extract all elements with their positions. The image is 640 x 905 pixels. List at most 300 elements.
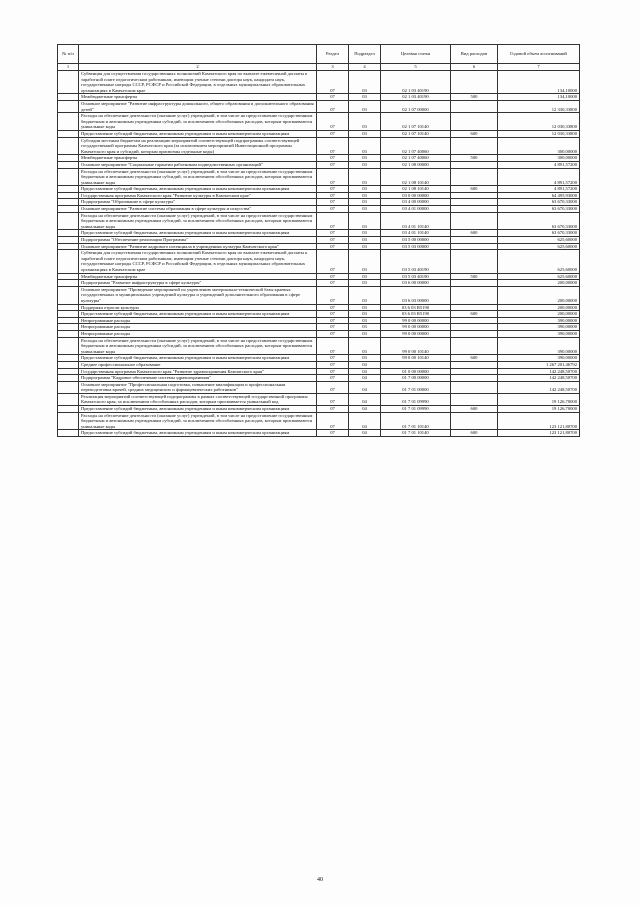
item-name-cell: Предоставление субсидий бюджетным, автономным учреждениям и иным некоммерческим организациям bbox=[79, 130, 317, 137]
podrazdel-cell: 03 bbox=[349, 355, 381, 362]
row-number-cell bbox=[58, 94, 79, 101]
row-number-cell bbox=[58, 430, 79, 437]
row-number-cell bbox=[58, 71, 79, 94]
item-name-cell: Расходы на обеспечение деятельности (оказание услуг) учреждений, в том числе на предоставление государственным бюджетным и автономным учреждениям субсидий, за исключением обособленных расходов, которым присваиваются уникальные коды bbox=[79, 412, 317, 430]
podrazdel-cell: 03 bbox=[349, 100, 381, 112]
target-article-cell: 01 7 00 00000 bbox=[381, 375, 451, 382]
razdel-cell: 07 bbox=[317, 206, 349, 213]
podrazdel-cell: 03 bbox=[349, 206, 381, 213]
expense-type-cell bbox=[451, 393, 498, 405]
razdel-cell: 07 bbox=[317, 381, 349, 393]
table-row bbox=[58, 412, 580, 430]
row-number-cell bbox=[58, 161, 79, 168]
target-article-cell: 03 4 01 10140 bbox=[381, 230, 451, 237]
row-number-cell bbox=[58, 361, 79, 368]
row-number-cell bbox=[58, 330, 79, 337]
item-name-cell: Непрограммные расходы bbox=[79, 324, 317, 331]
table-row bbox=[58, 192, 580, 199]
item-name-cell: Подпрограмма "Развитие инфраструктуры в сфере культуры" bbox=[79, 280, 317, 287]
item-name-cell: Субвенция для осуществления государственных полномочий Камчатского края по выплате ежемесячной доплаты к заработной плате педагогическим работникам, имеющим ученые степени доктора наук, кандидата наук, государственные награды СССР, РСФСР и Российской Федерации, в отдельных муниципальных образовательных организациях в Камчатском крае bbox=[79, 250, 317, 273]
row-number-cell bbox=[58, 337, 79, 355]
expense-type-cell bbox=[451, 412, 498, 430]
razdel-cell: 07 bbox=[317, 155, 349, 162]
podrazdel-cell: 03 bbox=[349, 186, 381, 193]
table-row bbox=[58, 94, 580, 101]
amount-cell: 142 248,50700 bbox=[498, 368, 580, 375]
header-razdel: Раздел bbox=[317, 45, 349, 64]
target-article-cell: 01 7 01 09990 bbox=[381, 406, 451, 413]
table-row bbox=[58, 155, 580, 162]
podrazdel-cell: 03 bbox=[349, 161, 381, 168]
table-body bbox=[58, 71, 580, 437]
table-row bbox=[58, 168, 580, 186]
podrazdel-cell: 03 bbox=[349, 212, 381, 230]
target-article-cell: 01 0 00 00000 bbox=[381, 368, 451, 375]
item-name-cell: Государственная программа Камчатского края "Развитие здравоохранения Камчатского края" bbox=[79, 368, 317, 375]
table-row bbox=[58, 273, 580, 280]
row-number-cell bbox=[58, 168, 79, 186]
table-row bbox=[58, 243, 580, 250]
item-name-cell: Межбюджетные трансферты bbox=[79, 155, 317, 162]
amount-cell: 390,00000 bbox=[498, 337, 580, 355]
amount-cell: 12 030,33800 bbox=[498, 113, 580, 131]
table-row bbox=[58, 237, 580, 244]
expense-type-cell bbox=[451, 304, 498, 311]
expense-type-cell bbox=[451, 361, 498, 368]
item-name-cell: Расходы на обеспечение деятельности (оказание услуг) учреждений, в том числе на предоставление государственным бюджетным и автономным учреждениям субсидий, за исключением обособленных расходов, которым присваиваются уникальные коды bbox=[79, 168, 317, 186]
table-row bbox=[58, 100, 580, 112]
podrazdel-cell: 03 bbox=[349, 304, 381, 311]
column-index: 3 bbox=[317, 64, 349, 71]
expense-type-cell bbox=[451, 330, 498, 337]
table-row bbox=[58, 304, 580, 311]
row-number-cell bbox=[58, 230, 79, 237]
podrazdel-cell: 04 bbox=[349, 361, 381, 368]
item-name-cell: Непрограммные расходы bbox=[79, 317, 317, 324]
header-target-article: Целевая статья bbox=[381, 45, 451, 64]
razdel-cell: 07 bbox=[317, 237, 349, 244]
target-article-cell: 03 4 01 00000 bbox=[381, 206, 451, 213]
row-number-cell bbox=[58, 113, 79, 131]
podrazdel-cell: 03 bbox=[349, 273, 381, 280]
podrazdel-cell: 03 bbox=[349, 317, 381, 324]
table-row bbox=[58, 337, 580, 355]
item-name-cell: Предоставление субсидий бюджетным, автономным учреждениям и иным некоммерческим организациям bbox=[79, 186, 317, 193]
header-row bbox=[58, 45, 580, 64]
table-row bbox=[58, 368, 580, 375]
item-name-cell: Предоставление субсидий бюджетным, автономным учреждениям и иным некоммерческим организациям bbox=[79, 311, 317, 318]
row-number-cell bbox=[58, 368, 79, 375]
razdel-cell: 07 bbox=[317, 430, 349, 437]
column-index: 7 bbox=[498, 64, 580, 71]
table-row bbox=[58, 199, 580, 206]
razdel-cell: 07 bbox=[317, 230, 349, 237]
row-number-cell bbox=[58, 311, 79, 318]
expense-type-cell bbox=[451, 337, 498, 355]
amount-cell: 12 330,33800 bbox=[498, 100, 580, 112]
item-name-cell: Субвенция для осуществления государственных полномочий Камчатского края по выплате ежемесячной доплаты к заработной плате педагогическим работникам, имеющим ученые степени доктора наук, кандидата наук, государственные награды СССР, РСФСР и Российской Федерации, в отдельных муниципальных образовательных организациях в Камчатском крае bbox=[79, 71, 317, 94]
expense-type-cell bbox=[451, 192, 498, 199]
amount-cell: 1 267 201,46792 bbox=[498, 361, 580, 368]
expense-type-cell bbox=[451, 324, 498, 331]
item-name-cell: Предоставление субсидий бюджетным, автономным учреждениям и иным некоммерческим организациям bbox=[79, 430, 317, 437]
target-article-cell: 01 7 01 10140 bbox=[381, 412, 451, 430]
expense-type-cell: 600 bbox=[451, 406, 498, 413]
target-article-cell: 99 0 00 10140 bbox=[381, 355, 451, 362]
podrazdel-cell: 03 bbox=[349, 280, 381, 287]
podrazdel-cell: 03 bbox=[349, 237, 381, 244]
column-index: 6 bbox=[451, 64, 498, 71]
table-row bbox=[58, 324, 580, 331]
razdel-cell: 07 bbox=[317, 280, 349, 287]
row-number-cell bbox=[58, 100, 79, 112]
expense-type-cell bbox=[451, 237, 498, 244]
budget-table bbox=[57, 44, 580, 437]
item-name-cell: Предоставление субсидий бюджетным, автономным учреждениям и иным некоммерческим организациям bbox=[79, 230, 317, 237]
expense-type-cell bbox=[451, 286, 498, 304]
razdel-cell: 07 bbox=[317, 375, 349, 382]
header-annual-amount: Годовой объем ассигнований bbox=[498, 45, 580, 64]
expense-type-cell bbox=[451, 250, 498, 273]
expense-type-cell bbox=[451, 280, 498, 287]
table-row bbox=[58, 361, 580, 368]
row-number-cell bbox=[58, 286, 79, 304]
razdel-cell: 07 bbox=[317, 186, 349, 193]
row-number-cell bbox=[58, 206, 79, 213]
item-name-cell: Подпрограмма "Кадровое обеспечение системы здравоохранения" bbox=[79, 375, 317, 382]
item-name-cell: Межбюджетные трансферты bbox=[79, 273, 317, 280]
item-name-cell: Государственная программа Камчатского края "Развитие культуры в Камчатском крае" bbox=[79, 192, 317, 199]
amount-cell: 200,00000 bbox=[498, 311, 580, 318]
row-number-cell bbox=[58, 137, 79, 155]
podrazdel-cell: 04 bbox=[349, 412, 381, 430]
table-row bbox=[58, 280, 580, 287]
amount-cell: 200,00000 bbox=[498, 286, 580, 304]
razdel-cell: 07 bbox=[317, 361, 349, 368]
item-name-cell: Основное мероприятие "Развитие кадрового потенциала в учреждениях культуры Камчатского края" bbox=[79, 243, 317, 250]
podrazdel-cell: 03 bbox=[349, 337, 381, 355]
amount-cell: 390,00000 bbox=[498, 355, 580, 362]
amount-cell: 300,00000 bbox=[498, 137, 580, 155]
row-number-cell bbox=[58, 273, 79, 280]
amount-cell: 64 495,93000 bbox=[498, 192, 580, 199]
razdel-cell: 07 bbox=[317, 137, 349, 155]
expense-type-cell bbox=[451, 100, 498, 112]
amount-cell: 390,00000 bbox=[498, 317, 580, 324]
razdel-cell: 07 bbox=[317, 250, 349, 273]
razdel-cell: 07 bbox=[317, 212, 349, 230]
expense-type-cell: 600 bbox=[451, 230, 498, 237]
header-name bbox=[79, 45, 317, 64]
target-article-cell: 03 6 03 00000 bbox=[381, 286, 451, 304]
amount-cell: 4 891,57200 bbox=[498, 161, 580, 168]
table-row bbox=[58, 212, 580, 230]
amount-cell: 200,00000 bbox=[498, 280, 580, 287]
amount-cell: 134,10000 bbox=[498, 94, 580, 101]
podrazdel-cell: 03 bbox=[349, 250, 381, 273]
razdel-cell: 07 bbox=[317, 337, 349, 355]
item-name-cell: Предоставление субсидий бюджетным, автономным учреждениям и иным некоммерческим организациям bbox=[79, 355, 317, 362]
podrazdel-cell: 03 bbox=[349, 71, 381, 94]
target-article-cell: 02 1 07 10140 bbox=[381, 130, 451, 137]
target-article-cell: 02 1 07 10140 bbox=[381, 113, 451, 131]
item-name-cell: Расходы на обеспечение деятельности (оказание услуг) учреждений, в том числе на предоставление государственным бюджетным и автономным учреждениям субсидий, за исключением обособленных расходов, которым присваиваются уникальные коды bbox=[79, 212, 317, 230]
expense-type-cell bbox=[451, 368, 498, 375]
podrazdel-cell: 03 bbox=[349, 155, 381, 162]
target-article-cell: 02 1 08 10140 bbox=[381, 168, 451, 186]
expense-type-cell bbox=[451, 113, 498, 131]
table-row bbox=[58, 130, 580, 137]
podrazdel-cell: 03 bbox=[349, 311, 381, 318]
amount-cell: 63 670,33000 bbox=[498, 230, 580, 237]
item-name-cell: Основное мероприятие "Социальные гарантии работникам подведомственных организаций" bbox=[79, 161, 317, 168]
amount-cell: 63 670,33000 bbox=[498, 206, 580, 213]
row-number-cell bbox=[58, 212, 79, 230]
razdel-cell: 07 bbox=[317, 192, 349, 199]
amount-cell: 4 891,57200 bbox=[498, 186, 580, 193]
table-row bbox=[58, 250, 580, 273]
expense-type-cell bbox=[451, 375, 498, 382]
item-name-cell: Непрограммные расходы bbox=[79, 330, 317, 337]
podrazdel-cell: 03 bbox=[349, 199, 381, 206]
table-row bbox=[58, 206, 580, 213]
razdel-cell: 07 bbox=[317, 317, 349, 324]
table-row bbox=[58, 161, 580, 168]
table-row bbox=[58, 406, 580, 413]
row-number-cell bbox=[58, 304, 79, 311]
table-row bbox=[58, 355, 580, 362]
table-row bbox=[58, 393, 580, 405]
podrazdel-cell: 03 bbox=[349, 137, 381, 155]
expense-type-cell bbox=[451, 199, 498, 206]
target-article-cell: 03 6 03 R5190 bbox=[381, 311, 451, 318]
podrazdel-cell: 04 bbox=[349, 375, 381, 382]
expense-type-cell bbox=[451, 71, 498, 94]
razdel-cell: 07 bbox=[317, 412, 349, 430]
expense-type-cell: 600 bbox=[451, 355, 498, 362]
target-article-cell: 03 5 03 00000 bbox=[381, 243, 451, 250]
target-article-cell: 02 1 07 40060 bbox=[381, 155, 451, 162]
item-name-cell: Среднее профессиональное образование bbox=[79, 361, 317, 368]
amount-cell: 63 670,33000 bbox=[498, 199, 580, 206]
amount-cell: 142 248,50700 bbox=[498, 381, 580, 393]
target-article-cell: 01 7 01 00000 bbox=[381, 381, 451, 393]
target-article-cell bbox=[381, 361, 451, 368]
row-number-cell bbox=[58, 237, 79, 244]
amount-cell: 390,00000 bbox=[498, 324, 580, 331]
header-num: № п/п bbox=[58, 45, 79, 64]
razdel-cell: 07 bbox=[317, 168, 349, 186]
expense-type-cell: 500 bbox=[451, 273, 498, 280]
item-name-cell: Межбюджетные трансферты bbox=[79, 94, 317, 101]
amount-cell: 300,00000 bbox=[498, 155, 580, 162]
razdel-cell: 07 bbox=[317, 71, 349, 94]
target-article-cell: 02 1 07 00000 bbox=[381, 100, 451, 112]
razdel-cell: 07 bbox=[317, 273, 349, 280]
table-row bbox=[58, 375, 580, 382]
amount-cell: 625,60000 bbox=[498, 250, 580, 273]
expense-type-cell: 600 bbox=[451, 311, 498, 318]
razdel-cell: 07 bbox=[317, 393, 349, 405]
item-name-cell: Основное мероприятие "Развитие инфраструктуры дошкольного, общего образования и дополнительного образования детей" bbox=[79, 100, 317, 112]
item-name-cell: Основное мероприятие "Проведение мероприятий по укреплению материально-технической базы краевых государственных и муниципальных учреждений культуры и учреждений дополнительного образования в сфере культуры" bbox=[79, 286, 317, 304]
podrazdel-cell: 03 bbox=[349, 286, 381, 304]
item-name-cell: Реализация мероприятий соответствующей подпрограммы в рамках соответствующей государственной программы Камчатского края, за исключением обособленных расходов, которым присваивается уникальный код bbox=[79, 393, 317, 405]
item-name-cell: Субсидии местным бюджетам на реализацию мероприятий соответствующей подпрограммы соответствующей государственной программы Камчатского края (за исключением мероприятий Инвестиционной программы Камчатского края и субсидий, которым присвоены отдельные коды) bbox=[79, 137, 317, 155]
column-index-row bbox=[58, 64, 580, 71]
column-index: 4 bbox=[349, 64, 381, 71]
item-name-cell: Подпрограмма "Образование в сфере культуры" bbox=[79, 199, 317, 206]
expense-type-cell bbox=[451, 161, 498, 168]
target-article-cell: 03 5 03 40190 bbox=[381, 273, 451, 280]
item-name-cell: Поддержка отрасли культуры bbox=[79, 304, 317, 311]
target-article-cell: 99 0 00 00000 bbox=[381, 324, 451, 331]
item-name-cell: Расходы на обеспечение деятельности (оказание услуг) учреждений, в том числе на предоставление государственным бюджетным и автономным учреждениям субсидий, за исключением обособленных расходов, которым присваиваются уникальные коды bbox=[79, 113, 317, 131]
column-index: 2 bbox=[79, 64, 317, 71]
amount-cell: 200,00000 bbox=[498, 304, 580, 311]
row-number-cell bbox=[58, 192, 79, 199]
table-row bbox=[58, 430, 580, 437]
amount-cell: 142 248,50700 bbox=[498, 375, 580, 382]
razdel-cell: 07 bbox=[317, 130, 349, 137]
amount-cell: 625,60000 bbox=[498, 237, 580, 244]
row-number-cell bbox=[58, 155, 79, 162]
row-number-cell bbox=[58, 130, 79, 137]
podrazdel-cell: 03 bbox=[349, 243, 381, 250]
table-row bbox=[58, 230, 580, 237]
razdel-cell: 07 bbox=[317, 355, 349, 362]
razdel-cell: 07 bbox=[317, 199, 349, 206]
expense-type-cell bbox=[451, 317, 498, 324]
expense-type-cell bbox=[451, 137, 498, 155]
page-number: 40 bbox=[317, 877, 323, 883]
target-article-cell: 03 6 03 R5190 bbox=[381, 304, 451, 311]
razdel-cell: 07 bbox=[317, 406, 349, 413]
razdel-cell: 07 bbox=[317, 324, 349, 331]
table-row bbox=[58, 71, 580, 94]
expense-type-cell bbox=[451, 206, 498, 213]
expense-type-cell: 600 bbox=[451, 430, 498, 437]
item-name-cell: Расходы на обеспечение деятельности (оказание услуг) учреждений, в том числе на предоставление государственным бюджетным и автономным учреждениям субсидий, за исключением обособленных расходов, которым присваиваются уникальные коды bbox=[79, 337, 317, 355]
table-row bbox=[58, 311, 580, 318]
podrazdel-cell: 04 bbox=[349, 368, 381, 375]
row-number-cell bbox=[58, 243, 79, 250]
target-article-cell: 03 4 01 10140 bbox=[381, 212, 451, 230]
razdel-cell: 07 bbox=[317, 113, 349, 131]
target-article-cell: 03 5 00 00000 bbox=[381, 237, 451, 244]
table-row bbox=[58, 286, 580, 304]
target-article-cell: 02 1 08 00000 bbox=[381, 161, 451, 168]
target-article-cell: 03 0 00 00000 bbox=[381, 192, 451, 199]
amount-cell: 625,60000 bbox=[498, 273, 580, 280]
target-article-cell: 03 5 03 40190 bbox=[381, 250, 451, 273]
amount-cell: 63 670,33000 bbox=[498, 212, 580, 230]
header-podrazdel: Подраздел bbox=[349, 45, 381, 64]
amount-cell: 19 126,70000 bbox=[498, 393, 580, 405]
amount-cell: 19 126,70000 bbox=[498, 406, 580, 413]
column-index: 1 bbox=[58, 64, 79, 71]
razdel-cell: 07 bbox=[317, 100, 349, 112]
row-number-cell bbox=[58, 250, 79, 273]
podrazdel-cell: 04 bbox=[349, 430, 381, 437]
table-row bbox=[58, 381, 580, 393]
podrazdel-cell: 03 bbox=[349, 94, 381, 101]
amount-cell: 625,60000 bbox=[498, 243, 580, 250]
row-number-cell bbox=[58, 355, 79, 362]
podrazdel-cell: 03 bbox=[349, 113, 381, 131]
podrazdel-cell: 03 bbox=[349, 130, 381, 137]
amount-cell: 123 121,80700 bbox=[498, 430, 580, 437]
target-article-cell: 01 7 01 09990 bbox=[381, 393, 451, 405]
table-row bbox=[58, 186, 580, 193]
target-article-cell: 03 6 00 00000 bbox=[381, 280, 451, 287]
razdel-cell: 07 bbox=[317, 304, 349, 311]
razdel-cell: 07 bbox=[317, 311, 349, 318]
target-article-cell: 99 0 00 00000 bbox=[381, 317, 451, 324]
row-number-cell bbox=[58, 186, 79, 193]
amount-cell: 390,00000 bbox=[498, 330, 580, 337]
podrazdel-cell: 04 bbox=[349, 393, 381, 405]
amount-cell: 123 121,80700 bbox=[498, 412, 580, 430]
item-name-cell: Основное мероприятие "Развитие системы образования в сфере культуры и искусства" bbox=[79, 206, 317, 213]
amount-cell: 12 030,33800 bbox=[498, 130, 580, 137]
razdel-cell: 07 bbox=[317, 368, 349, 375]
podrazdel-cell: 04 bbox=[349, 381, 381, 393]
expense-type-cell: 600 bbox=[451, 130, 498, 137]
item-name-cell: Подпрограмма "Обеспечение реализации Программы" bbox=[79, 237, 317, 244]
row-number-cell bbox=[58, 393, 79, 405]
expense-type-cell: 600 bbox=[451, 186, 498, 193]
amount-cell: 134,10000 bbox=[498, 71, 580, 94]
expense-type-cell bbox=[451, 212, 498, 230]
expense-type-cell: 500 bbox=[451, 155, 498, 162]
target-article-cell: 01 7 01 10140 bbox=[381, 430, 451, 437]
target-article-cell: 03 4 00 00000 bbox=[381, 199, 451, 206]
table-row bbox=[58, 317, 580, 324]
row-number-cell bbox=[58, 280, 79, 287]
row-number-cell bbox=[58, 317, 79, 324]
target-article-cell: 02 1 03 40190 bbox=[381, 94, 451, 101]
podrazdel-cell: 03 bbox=[349, 230, 381, 237]
expense-type-cell bbox=[451, 168, 498, 186]
podrazdel-cell: 03 bbox=[349, 168, 381, 186]
header-expense-type: Вид расходов bbox=[451, 45, 498, 64]
row-number-cell bbox=[58, 375, 79, 382]
expense-type-cell bbox=[451, 243, 498, 250]
podrazdel-cell: 03 bbox=[349, 192, 381, 199]
expense-type-cell: 500 bbox=[451, 94, 498, 101]
target-article-cell: 02 1 08 10140 bbox=[381, 186, 451, 193]
item-name-cell: Основное мероприятие "Профессиональная подготовка, повышение квалификации и профессиональная переподготовка врачей, средних медицинских и фармацевтических работников" bbox=[79, 381, 317, 393]
row-number-cell bbox=[58, 406, 79, 413]
target-article-cell: 99 0 00 10140 bbox=[381, 337, 451, 355]
column-index: 5 bbox=[381, 64, 451, 71]
row-number-cell bbox=[58, 324, 79, 331]
row-number-cell bbox=[58, 412, 79, 430]
podrazdel-cell: 04 bbox=[349, 406, 381, 413]
row-number-cell bbox=[58, 381, 79, 393]
item-name-cell: Предоставление субсидий бюджетным, автономным учреждениям и иным некоммерческим организациям bbox=[79, 406, 317, 413]
expense-type-cell bbox=[451, 381, 498, 393]
razdel-cell: 07 bbox=[317, 161, 349, 168]
table-row bbox=[58, 113, 580, 131]
table-row bbox=[58, 330, 580, 337]
target-article-cell: 02 1 03 40190 bbox=[381, 71, 451, 94]
razdel-cell: 07 bbox=[317, 330, 349, 337]
amount-cell: 4 891,57200 bbox=[498, 168, 580, 186]
row-number-cell bbox=[58, 199, 79, 206]
target-article-cell: 99 0 00 00000 bbox=[381, 330, 451, 337]
